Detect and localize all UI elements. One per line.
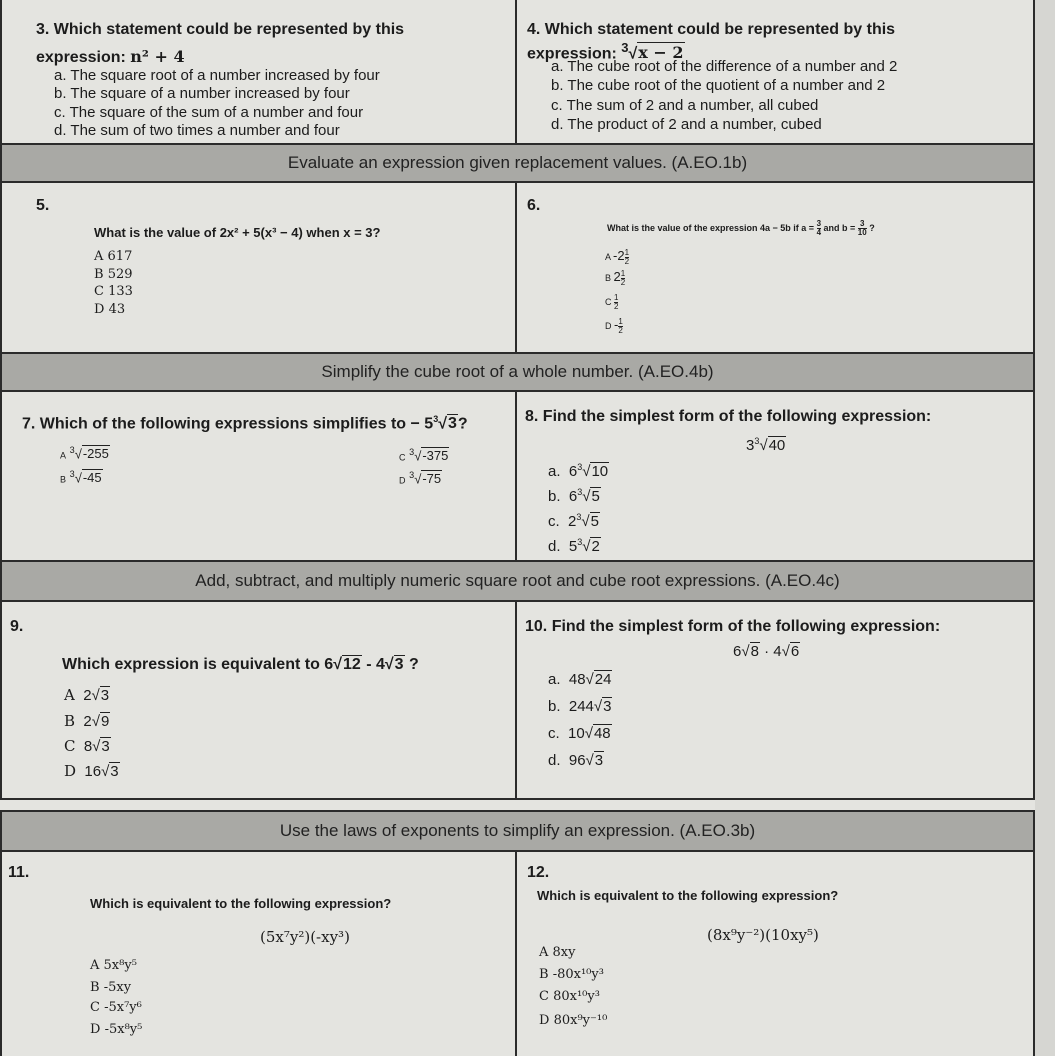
choice-text: The square of the sum of a number and four bbox=[69, 104, 364, 121]
q9-cell bbox=[0, 600, 517, 800]
q8-choice-d[interactable]: d. $5^3√2$ bbox=[548, 537, 600, 555]
q3-prompt-line1: 3. Which statement could be represented by this bbox=[36, 21, 405, 38]
choice-index: 3 bbox=[577, 462, 583, 472]
q7-prompt-end: ? bbox=[457, 415, 468, 433]
q7-choice-b[interactable]: B $^3$√-45 bbox=[60, 469, 102, 486]
section-header-radical-operations: Add, subtract, and multiply numeric square root and cube root expressions. (A.EO.4c) bbox=[0, 560, 1035, 602]
q10-expr-operator: · bbox=[759, 643, 774, 660]
q7-choice-c[interactable]: C $^3$√-375 bbox=[399, 447, 449, 464]
q8-expr-index: 3 bbox=[754, 436, 760, 446]
page-margin bbox=[1035, 0, 1055, 1056]
q11-choice-a[interactable] bbox=[90, 958, 137, 973]
choice-index: 3 bbox=[69, 469, 75, 479]
choice-text: The sum of two times a number and four bbox=[70, 122, 340, 139]
q7-prompt-text: 7. Which of the following expressions simplifies to bbox=[22, 415, 411, 433]
q8-choice-a[interactable]: a. $6^3√10$ bbox=[548, 462, 609, 480]
q10-choice-b[interactable]: b. 244√3 bbox=[548, 698, 612, 715]
q3-choice-a[interactable] bbox=[54, 66, 380, 85]
choice-letter: C bbox=[90, 1000, 100, 1015]
q8-expr-coef: 3 bbox=[746, 437, 755, 454]
q3-cell bbox=[0, 0, 517, 145]
q7-cell bbox=[0, 390, 517, 562]
choice-index: 3 bbox=[577, 487, 583, 497]
choice-text: -80x¹⁰y³ bbox=[552, 967, 604, 982]
choice-text: 80x¹⁰y³ bbox=[553, 989, 600, 1004]
choice-index: 3 bbox=[409, 447, 415, 457]
q10-expression: 6√8 · 4√6 bbox=[733, 643, 800, 660]
choice-letter: C bbox=[539, 989, 549, 1004]
choice-radicand: 3 bbox=[101, 738, 110, 755]
q3-choice-b[interactable] bbox=[54, 84, 350, 103]
q4-choice-d[interactable] bbox=[551, 115, 822, 134]
choice-fraction bbox=[618, 318, 622, 335]
choice-whole: - bbox=[614, 317, 619, 332]
fraction-numerator: 1 bbox=[624, 248, 630, 258]
choice-letter: B bbox=[90, 980, 100, 995]
choice-letter: b. bbox=[551, 77, 564, 94]
q6-prompt bbox=[607, 220, 875, 237]
q9-expr-a-radicand: 12 bbox=[342, 656, 361, 673]
q4-root-index: 3 bbox=[621, 40, 629, 55]
choice-text: 80x⁹y⁻¹⁰ bbox=[553, 1013, 608, 1028]
q7-choice-a[interactable]: A $^3$√-255 bbox=[60, 445, 109, 462]
choice-letter: A bbox=[94, 249, 104, 264]
q4-choice-b[interactable] bbox=[551, 76, 885, 95]
choice-coef: 48 bbox=[568, 671, 586, 688]
choice-radicand: 24 bbox=[594, 671, 612, 688]
choice-coef: 244 bbox=[568, 698, 594, 715]
choice-letter: c. bbox=[54, 104, 66, 121]
choice-radicand: 3 bbox=[100, 687, 110, 704]
choice-text: The product of 2 and a number, cubed bbox=[567, 116, 822, 133]
choice-coef: 2 bbox=[83, 687, 92, 704]
choice-text: The cube root of the difference of a number and 2 bbox=[567, 58, 898, 75]
q12-choice-a[interactable] bbox=[539, 945, 575, 960]
choice-letter: b. bbox=[54, 85, 67, 102]
choice-radicand: -75 bbox=[422, 471, 442, 487]
choice-letter: d. bbox=[54, 122, 67, 139]
q7-target-index: 3 bbox=[433, 414, 439, 424]
q11-choice-c[interactable] bbox=[90, 1000, 142, 1015]
q5-prompt bbox=[94, 225, 380, 240]
q9-choice-a[interactable]: A 2√3 bbox=[64, 686, 110, 704]
q9-choice-d[interactable]: D 16√3 bbox=[64, 762, 119, 780]
choice-radicand: 9 bbox=[100, 713, 110, 730]
choice-fraction bbox=[625, 249, 629, 266]
choice-text: 133 bbox=[108, 284, 133, 299]
q12-cell bbox=[515, 850, 1035, 1056]
q5-choice-a[interactable] bbox=[94, 249, 132, 264]
q9-choice-b[interactable]: B 2√9 bbox=[64, 712, 110, 730]
fraction-denominator: 2 bbox=[624, 257, 630, 267]
choice-text: -5xy bbox=[103, 980, 132, 995]
q10-expr-a-radicand: 8 bbox=[750, 643, 759, 660]
q3-prompt-line2 bbox=[36, 47, 185, 67]
choice-letter: A bbox=[60, 450, 67, 461]
choice-text: -5x⁸y⁵ bbox=[104, 1022, 143, 1037]
q4-cell bbox=[515, 0, 1035, 145]
q6-prompt-text: What is the value of the expression 4a − 5b if a = bbox=[607, 222, 817, 233]
choice-letter: D bbox=[605, 321, 612, 331]
q12-prompt: Which is equivalent to the following expression? bbox=[537, 888, 839, 903]
choice-index: 3 bbox=[69, 445, 75, 455]
q6-choice-d[interactable] bbox=[605, 317, 623, 335]
choice-whole: -2 bbox=[613, 248, 625, 263]
q9-prompt: Which expression is equivalent to 6√12 - 4√3 ? bbox=[62, 656, 419, 673]
q10-expr-b-coef: 4 bbox=[773, 643, 782, 660]
q6-number: 6. bbox=[527, 197, 541, 214]
q3-expression: n² + 4 bbox=[130, 47, 185, 66]
choice-radicand: 10 bbox=[591, 463, 609, 480]
choice-letter: B bbox=[60, 474, 67, 485]
q5-choice-d[interactable] bbox=[94, 302, 125, 317]
choice-radicand: 2 bbox=[591, 538, 600, 555]
choice-radicand: 5 bbox=[590, 513, 599, 530]
choice-letter: a. bbox=[54, 67, 67, 84]
q12-expression: (8x⁹y⁻²)(10xy⁵) bbox=[707, 926, 819, 944]
q11-expression: (5x⁷y²)(-xy³) bbox=[260, 928, 350, 946]
choice-letter: d. bbox=[551, 116, 564, 133]
q5-prompt-end: ? bbox=[372, 225, 381, 240]
q10-choice-a[interactable]: a. 48√24 bbox=[548, 671, 612, 688]
choice-fraction bbox=[614, 294, 618, 311]
q6-cell bbox=[515, 181, 1035, 354]
q9-prompt-end: ? bbox=[404, 656, 419, 673]
choice-text: The square root of a number increased by four bbox=[70, 67, 380, 84]
choice-letter: a. bbox=[551, 58, 564, 75]
choice-letter: a. bbox=[548, 463, 561, 480]
q8-prompt: 8. Find the simplest form of the following expression: bbox=[525, 408, 932, 425]
choice-text: 617 bbox=[107, 249, 133, 264]
q5-expression: 2x² + 5(x³ − 4) bbox=[219, 225, 303, 240]
q4-expression-label: expression: bbox=[527, 45, 622, 63]
choice-fraction bbox=[621, 270, 625, 287]
q10-choice-c[interactable]: c. 10√48 bbox=[548, 725, 611, 742]
choice-letter: B bbox=[539, 967, 549, 982]
choice-coef: 6 bbox=[568, 463, 578, 480]
fraction-denominator: 2 bbox=[620, 278, 626, 288]
q6-prompt-end: ? bbox=[866, 222, 875, 233]
choice-letter: B bbox=[605, 273, 612, 283]
section-header-cube-root: Simplify the cube root of a whole number. (A.EO.4b) bbox=[0, 352, 1035, 392]
q11-choice-b[interactable] bbox=[90, 980, 131, 995]
q8-choice-c[interactable]: c. $2^3√5$ bbox=[548, 512, 599, 530]
q9-expr-operator: - bbox=[361, 656, 376, 673]
choice-letter: D bbox=[94, 302, 105, 317]
choice-coef: 6 bbox=[568, 488, 578, 505]
choice-text: The square of a number increased by four bbox=[70, 85, 350, 102]
fraction-numerator: 3 bbox=[858, 220, 867, 229]
fraction-numerator: 3 bbox=[816, 219, 822, 228]
q3-choice-c[interactable] bbox=[54, 103, 363, 122]
q3-choice-d[interactable] bbox=[54, 121, 340, 140]
section-header-evaluate: Evaluate an expression given replacement values. (A.EO.1b) bbox=[0, 143, 1035, 183]
q12-number: 12. bbox=[527, 864, 550, 881]
q11-cell bbox=[0, 850, 517, 1056]
choice-letter: C bbox=[94, 284, 104, 299]
choice-letter: A bbox=[64, 686, 75, 704]
q12-choice-c[interactable] bbox=[539, 989, 600, 1004]
q4-prompt-line1: 4. Which statement could be represented by this bbox=[527, 21, 896, 38]
choice-text: 529 bbox=[107, 267, 133, 282]
q9-prompt-text: Which expression is equivalent to bbox=[62, 656, 325, 673]
q4-expression-radicand: x − 2 bbox=[638, 43, 684, 63]
fraction-numerator: 1 bbox=[618, 317, 623, 327]
q8-expr-radicand: 40 bbox=[768, 437, 786, 454]
choice-radicand: 48 bbox=[593, 725, 611, 742]
q5-cell bbox=[0, 181, 517, 354]
q7-target-coef: − 5 bbox=[410, 415, 434, 433]
choice-text: 43 bbox=[108, 302, 126, 317]
choice-text: 5x⁸y⁵ bbox=[103, 958, 137, 973]
choice-letter: A bbox=[539, 945, 549, 960]
q8-cell bbox=[515, 390, 1035, 562]
q9-expr-a-coef: 6 bbox=[324, 656, 334, 673]
q9-number: 9. bbox=[10, 618, 24, 635]
choice-coef: 2 bbox=[83, 713, 92, 730]
fraction-denominator: 4 bbox=[816, 228, 822, 237]
q5-number: 5. bbox=[36, 197, 50, 214]
fraction-denominator: 2 bbox=[618, 326, 623, 336]
choice-letter: c. bbox=[551, 97, 563, 114]
q6-prompt-and: and b = bbox=[821, 222, 858, 233]
q6-choice-b[interactable] bbox=[605, 269, 625, 287]
q4-prompt-line2: expression: $^3$√x − 2 bbox=[527, 40, 684, 63]
q10-choice-d[interactable]: d. 96√3 bbox=[548, 752, 604, 769]
choice-index: 3 bbox=[577, 537, 583, 547]
q5-choice-b[interactable] bbox=[94, 267, 133, 282]
choice-text: The cube root of the quotient of a number and 2 bbox=[567, 77, 886, 94]
q9-choice-c[interactable]: C 8√3 bbox=[64, 737, 110, 755]
choice-letter: B bbox=[64, 712, 76, 730]
choice-letter: c. bbox=[548, 513, 560, 530]
choice-radicand: -45 bbox=[82, 470, 102, 486]
choice-letter: C bbox=[605, 297, 612, 307]
q12-choice-b[interactable] bbox=[539, 967, 604, 982]
q5-choice-c[interactable] bbox=[94, 284, 133, 299]
choice-coef: 8 bbox=[83, 738, 93, 755]
choice-letter: C bbox=[64, 737, 76, 755]
choice-radicand: 5 bbox=[591, 488, 600, 505]
q9-expr-b-coef: 4 bbox=[375, 656, 385, 673]
q10-prompt: 10. Find the simplest form of the following expression: bbox=[525, 618, 941, 635]
choice-letter: A bbox=[90, 958, 100, 973]
choice-letter: b. bbox=[548, 698, 561, 715]
choice-radicand: 3 bbox=[110, 763, 119, 780]
section-header-exponents: Use the laws of exponents to simplify an expression. (A.EO.3b) bbox=[0, 810, 1035, 852]
choice-radicand: -375 bbox=[422, 448, 449, 464]
choice-letter: D bbox=[399, 475, 406, 486]
choice-coef: 96 bbox=[568, 752, 586, 769]
q6-choice-a[interactable] bbox=[605, 248, 629, 266]
q7-target-radicand: 3 bbox=[447, 415, 457, 433]
fraction-numerator: 1 bbox=[620, 269, 626, 279]
choice-text: 8xy bbox=[552, 945, 576, 960]
choice-letter: c. bbox=[548, 725, 560, 742]
q12-choice-d[interactable] bbox=[539, 1013, 607, 1028]
choice-letter: d. bbox=[548, 538, 561, 555]
choice-letter: C bbox=[399, 452, 406, 463]
q7-choice-d[interactable]: D $^3$√-75 bbox=[399, 470, 442, 487]
q9-expr-b-radicand: 3 bbox=[394, 656, 404, 673]
q6-choice-c[interactable] bbox=[605, 293, 618, 311]
fraction-denominator: 10 bbox=[857, 228, 867, 237]
choice-coef: 2 bbox=[568, 513, 577, 530]
q4-choice-a[interactable] bbox=[551, 57, 897, 76]
choice-letter: D bbox=[90, 1022, 101, 1037]
q5-prompt-when: when bbox=[302, 225, 344, 240]
q8-choice-b[interactable]: b. $6^3√5$ bbox=[548, 487, 600, 505]
choice-coef: 5 bbox=[568, 538, 578, 555]
q11-prompt: Which is equivalent to the following expression? bbox=[90, 896, 392, 911]
q6-b-fraction bbox=[858, 220, 867, 237]
fraction-numerator: 1 bbox=[614, 293, 619, 303]
choice-letter: B bbox=[94, 267, 104, 282]
choice-text: -5x⁷y⁶ bbox=[104, 1000, 142, 1015]
q8-expression: $3^3√40$ bbox=[746, 436, 786, 454]
q3-expression-label: expression: bbox=[36, 49, 131, 66]
choice-letter: A bbox=[605, 252, 611, 262]
q10-expr-b-radicand: 6 bbox=[790, 643, 800, 660]
choice-letter: d. bbox=[548, 752, 561, 769]
q5-condition: x = 3 bbox=[343, 225, 373, 240]
q4-choice-c[interactable] bbox=[551, 96, 818, 115]
choice-radicand: 3 bbox=[594, 752, 604, 769]
q11-number: 11. bbox=[8, 864, 30, 881]
q10-cell bbox=[515, 600, 1035, 800]
choice-radicand: 3 bbox=[603, 698, 612, 715]
choice-index: 3 bbox=[409, 470, 415, 480]
choice-letter: b. bbox=[548, 488, 561, 505]
choice-letter: a. bbox=[548, 671, 561, 688]
q10-expr-a-coef: 6 bbox=[733, 643, 742, 660]
q5-prompt-text: What is the value of bbox=[94, 225, 220, 240]
choice-coef: 16 bbox=[84, 763, 102, 780]
choice-coef: 10 bbox=[568, 725, 585, 742]
q7-prompt: 7. Which of the following expressions simplifies to − $5^3√3$? bbox=[22, 414, 468, 433]
choice-index: 3 bbox=[576, 512, 582, 522]
choice-letter: D bbox=[64, 762, 77, 780]
choice-letter: D bbox=[539, 1013, 550, 1028]
q11-choice-d[interactable] bbox=[90, 1022, 142, 1037]
choice-radicand: -255 bbox=[82, 446, 109, 462]
choice-whole: 2 bbox=[613, 269, 621, 284]
fraction-denominator: 2 bbox=[614, 302, 619, 312]
choice-text: The sum of 2 and a number, all cubed bbox=[566, 97, 819, 114]
